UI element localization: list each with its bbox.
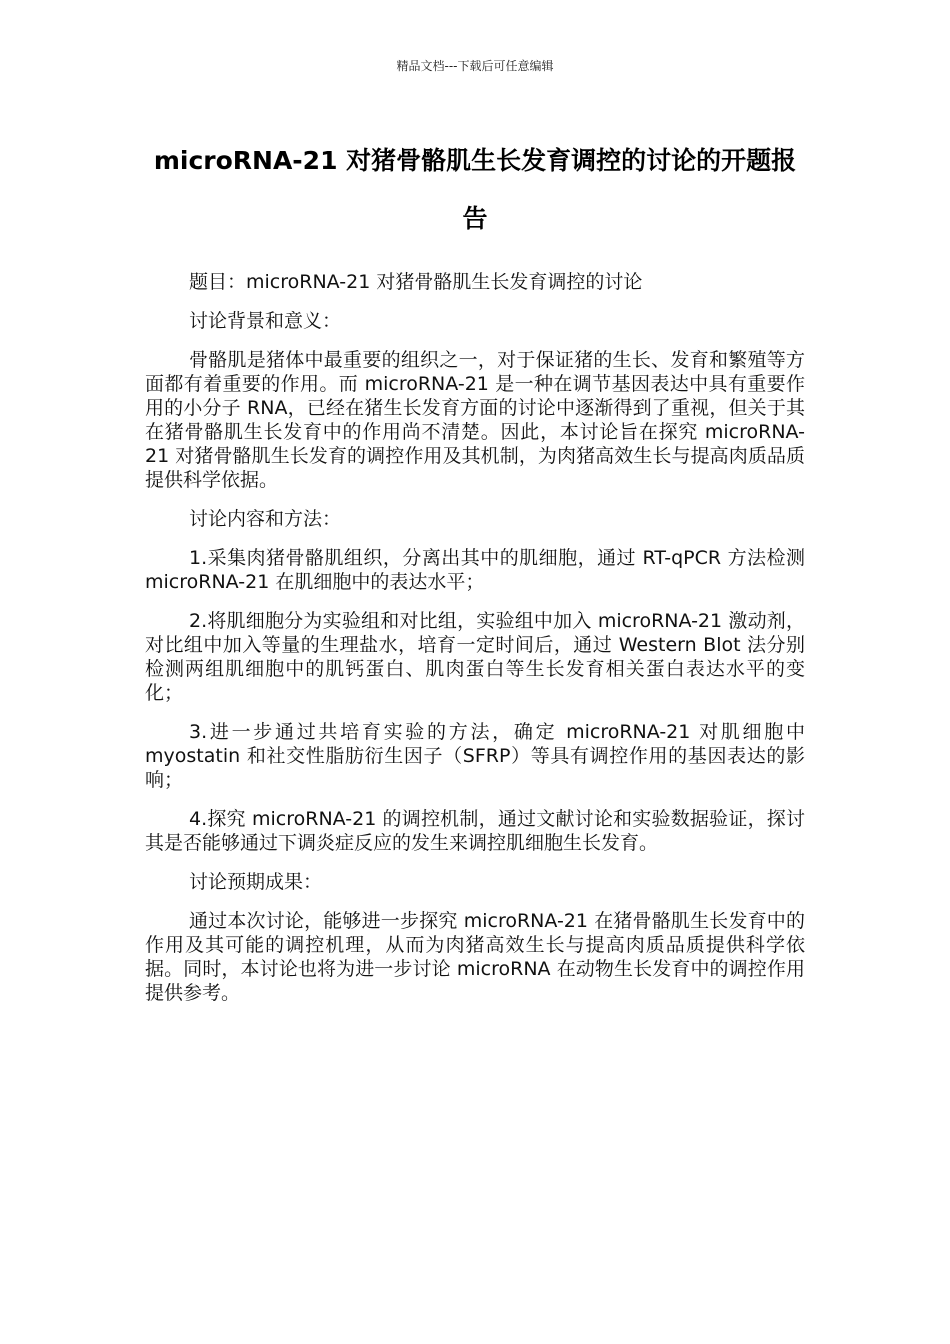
topic-line: 题目：microRNA-21 对猪骨骼肌生长发育调控的讨论 (189, 271, 643, 293)
section-heading-methods: 讨论内容和方法： (189, 508, 342, 530)
section-heading-outcomes: 讨论预期成果： (189, 871, 323, 893)
method-item-1: 1.采集肉猪骨骼肌组织，分离出其中的肌细胞，通过 RT-qPCR 方法检测 microRNA-21 在肌细胞中的表达水平； (145, 547, 805, 593)
method-item-2: 2.将肌细胞分为实验组和对比组，实验组中加入 microRNA-21 激动剂，对比组中加入等量的生理盐水，培育一定时间后，通过 Western Blot 法分别检测两组肌细胞中的肌钙蛋白、肌肉蛋白等生长发育相关蛋白表达水平的变化； (145, 610, 805, 704)
document-title: microRNA-21 对猪骨骼肌生长发育调控的讨论的开题报告 (153, 146, 797, 233)
outcomes-paragraph: 通过本次讨论，能够进一步探究 microRNA-21 在猪骨骼肌生长发育中的作用及其可能的调控机理，从而为肉猪高效生长与提高肉质品质提供科学依据。同时，本讨论也将为进一步讨论 microRNA 在动物生长发育中的调控作用提供参考。 (145, 910, 805, 1004)
method-item-4: 4.探究 microRNA-21 的调控机制，通过文献讨论和实验数据验证，探讨其是否能够通过下调炎症反应的发生来调控肌细胞生长发育。 (145, 808, 805, 854)
page-header: 精品文档---下载后可任意编辑 (396, 59, 554, 73)
background-paragraph: 骨骼肌是猪体中最重要的组织之一，对于保证猪的生长、发育和繁殖等方面都有着重要的作用。而 microRNA-21 是一种在调节基因表达中具有重要作用的小分子 RNA，已经在猪生长发育方面的讨论中逐渐得到了重视，但关于其在猪骨骼肌生长发育中的作用尚不清楚。因此，本讨论旨在探究 microRNA-21 对猪骨骼肌生长发育的调控作用及其机制，为肉猪高效生长与提高肉质品质提供科学依据。 (145, 349, 805, 491)
section-heading-background: 讨论背景和意义： (189, 310, 342, 332)
method-item-3: 3.进一步通过共培育实验的方法，确定 microRNA-21 对肌细胞中 myostatin 和社交性脂肪衍生因子（SFRP）等具有调控作用的基因表达的影响； (145, 721, 805, 791)
document-body (145, 270, 805, 1020)
